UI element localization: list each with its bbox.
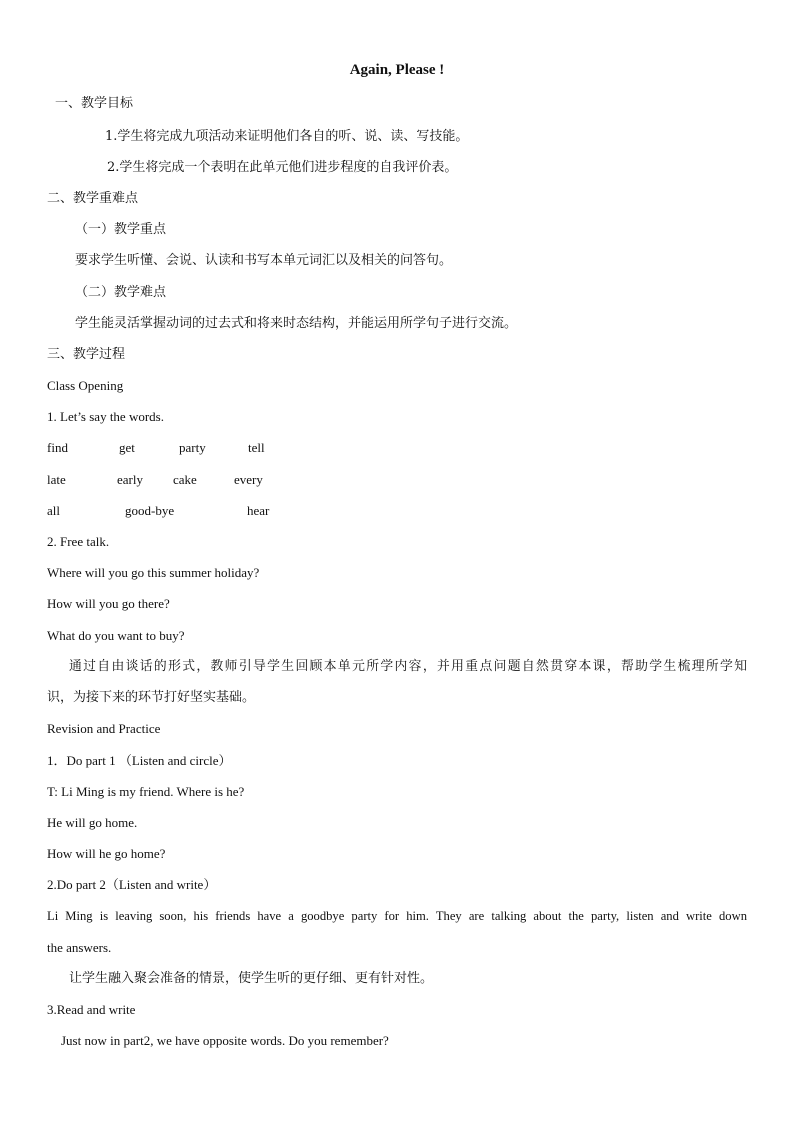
subheading-difficulty: （二）教学难点 [75,285,167,300]
word-item: cake [173,472,197,487]
word-item: find [47,440,68,455]
dialogue-line: He will go home. [47,815,138,830]
class-opening-label: Class Opening [47,378,124,393]
word-item: get [119,440,135,455]
subheading-key-focus: （一）教学重点 [75,222,167,237]
section-heading-process: 三、教学过程 [47,347,126,362]
step-2-label: 2. Free talk. [47,534,110,549]
word-item: party [179,440,206,455]
paragraph-line: Li Ming is leaving soon, his friends have a goodbye party for him. They are talking about the party, listen and write down [47,909,747,923]
objective-item-2: 2.学生将完成一个表明在此单元他们进步程度的自我评价表。 [107,160,458,175]
teaching-note-line: 识，为接下来的环节打好坚实基础。 [47,690,256,705]
teaching-note-line: 通过自由谈话的形式，教师引导学生回顾本单元所学内容，并用重点问题自然贯穿本课，帮助学生梳理所学知 [69,659,747,674]
paragraph-line: Just now in part2, we have opposite words. Do you remember? [61,1033,389,1048]
part-3-label: 3.Read and write [47,1002,136,1017]
word-item: good-bye [125,503,175,518]
key-focus-text: 要求学生听懂、会说、认读和书写本单元词汇以及相关的问答句。 [75,253,453,268]
step-1-label: 1. Let’s say the words. [47,409,164,424]
section-heading-key-points: 二、教学重难点 [47,191,139,206]
word-item: every [234,472,263,487]
question-line: Where will you go this summer holiday? [47,565,260,580]
question-line: What do you want to buy? [47,628,185,643]
part-1-label: 1．Do part 1 （Listen and circle） [47,753,232,768]
paragraph-line: the answers. [47,940,112,955]
word-item: tell [248,440,265,455]
difficulty-text: 学生能灵活掌握动词的过去式和将来时态结构，并能运用所学句子进行交流。 [75,316,518,331]
revision-label: Revision and Practice [47,721,161,736]
word-item: hear [247,503,270,518]
part-2-label: 2.Do part 2（Listen and write） [47,877,217,892]
objective-item-1: 1.学生将完成九项活动来证明他们各自的听、说、读、写技能。 [105,129,469,144]
dialogue-line: T: Li Ming is my friend. Where is he? [47,784,245,799]
word-item: all [47,503,60,518]
word-item: early [117,472,143,487]
question-line: How will you go there? [47,596,170,611]
section-heading-objectives: 一、教学目标 [55,96,134,111]
word-item: late [47,472,66,487]
teaching-note-line: 让学生融入聚会准备的情景，使学生听的更仔细、更有针对性。 [69,971,434,986]
dialogue-line: How will he go home? [47,846,166,861]
page-title: Again, Please ! [349,62,445,78]
